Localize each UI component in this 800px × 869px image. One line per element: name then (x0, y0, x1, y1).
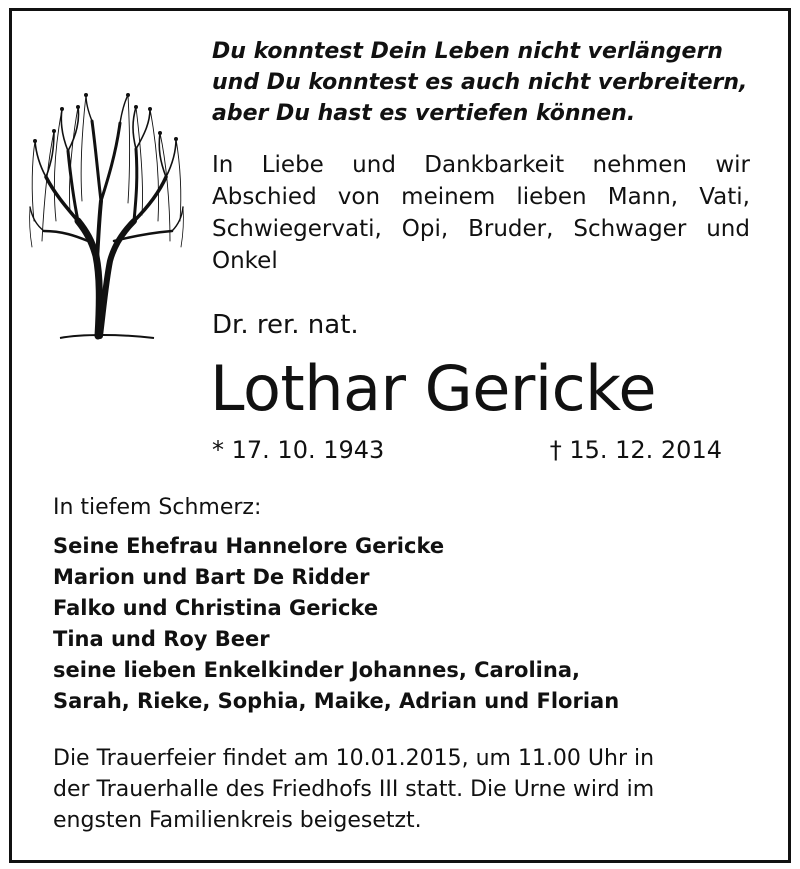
birth-date: * 17. 10. 1943 (212, 436, 385, 464)
ceremony-line: engsten Familienkreis beigesetzt. (53, 808, 422, 833)
quote-line: Du konntest Dein Leben nicht verlängern (212, 39, 723, 64)
mourner-line: Tina und Roy Beer (53, 627, 270, 651)
quote-line: aber Du hast es vertiefen können. (212, 101, 636, 126)
obituary-card (9, 8, 791, 863)
mourner-line: Sarah, Rieke, Sophia, Maike, Adrian und Florian (53, 689, 620, 713)
academic-title: Dr. rer. nat. (212, 310, 359, 340)
tree-icon (26, 91, 186, 341)
mourner-line: seine lieben Enkelkinder Johannes, Carolina, (53, 658, 580, 682)
quote (212, 36, 772, 129)
ceremony-line: Die Trauerfeier findet am 10.01.2015, um 11.00 Uhr in (53, 746, 655, 771)
mourners-heading: In tiefem Schmerz: (53, 495, 262, 520)
mourner-line: Seine Ehefrau Hannelore Gericke (53, 534, 445, 558)
mourner-line: Marion und Bart De Ridder (53, 565, 370, 589)
mourners-list (53, 531, 773, 717)
deceased-name: Lothar Gericke (210, 352, 657, 425)
death-date: † 15. 12. 2014 (549, 436, 722, 464)
mourner-line: Falko und Christina Gericke (53, 596, 379, 620)
quote-line: und Du konntest es auch nicht verbreitern, (212, 70, 748, 95)
ceremony-line: der Trauerhalle des Friedhofs III statt. Die Urne wird im (53, 777, 655, 802)
intro-text: In Liebe und Dankbarkeit nehmen wir Abschied von meinem lieben Mann, Vati, Schwiegervati, Opi, Bruder, Schwager und Onkel (212, 152, 750, 274)
ceremony-notice (53, 743, 763, 836)
